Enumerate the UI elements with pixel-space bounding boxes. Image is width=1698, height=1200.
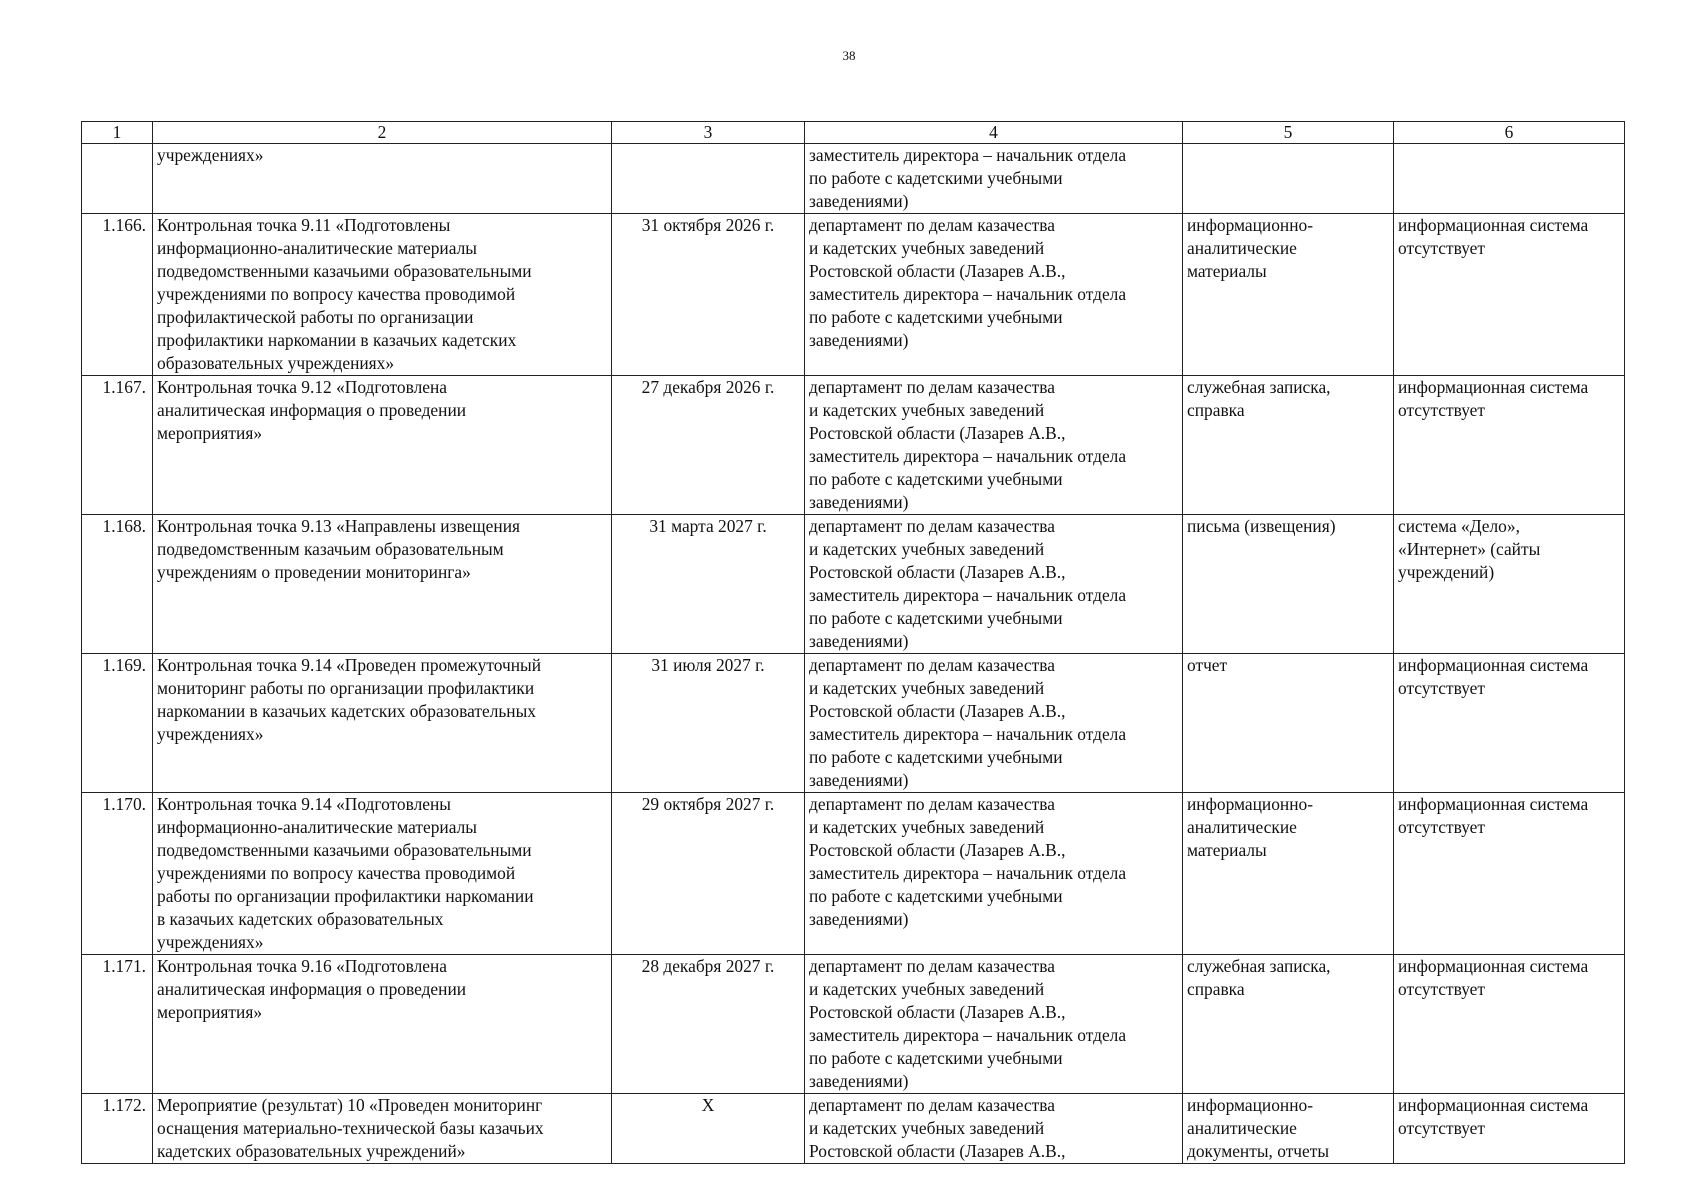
responsible-cell-line: по работе с кадетскими учебными [809,168,1063,188]
information-system-cell-line: отсутствует [1398,678,1485,698]
responsible-cell-line: заведениями) [809,909,909,929]
activity-cell-line: наркомании в казачьих кадетских образовательных [157,701,536,721]
responsible-cell [805,1094,1183,1164]
activity-cell [153,376,612,515]
responsible-cell-line: по работе с кадетскими учебными [809,608,1063,628]
document-type-cell [1183,793,1394,955]
responsible-cell-line: по работе с кадетскими учебными [809,886,1063,906]
responsible-cell-line: департамент по делам казачества [809,377,1055,397]
information-system-cell-line: информационная система [1398,794,1589,814]
document-type-cell-line: служебная записка, [1187,956,1331,976]
information-system-cell-line: отсутствует [1398,817,1485,837]
responsible-cell-line: и кадетских учебных заведений [809,539,1045,559]
responsible-cell-line: департамент по делам казачества [809,956,1055,976]
responsible-cell-line: Ростовской области (Лазарев А.В., [809,261,1066,281]
responsible-cell-line: Ростовской области (Лазарев А.В., [809,423,1066,443]
responsible-cell-line: департамент по делам казачества [809,516,1055,536]
activity-cell-line: учреждениях» [157,724,264,744]
deadline-cell: 31 июля 2027 г. [612,654,805,793]
activity-cell-line: информационно-аналитические материалы [157,817,477,837]
row-number-cell: 1.166. [82,214,153,376]
activity-cell-line: Контрольная точка 9.13 «Направлены извещения [157,516,520,536]
responsible-cell-line: Ростовской области (Лазарев А.В., [809,840,1066,860]
activity-cell [153,214,612,376]
information-system-cell [1394,1094,1625,1164]
information-system-cell-line: отсутствует [1398,400,1485,420]
activity-cell [153,654,612,793]
responsible-cell [805,955,1183,1094]
information-system-cell [1394,376,1625,515]
table-row [82,515,1625,654]
activity-cell-line: Контрольная точка 9.14 «Подготовлены [157,794,451,814]
responsible-cell-line: заместитель директора – начальник отдела [809,863,1127,883]
activity-cell-line: Контрольная точка 9.14 «Проведен промежуточный [157,655,542,675]
activity-cell-line: Контрольная точка 9.12 «Подготовлена [157,377,448,397]
information-system-cell-line: отсутствует [1398,1118,1485,1138]
responsible-cell-line: Ростовской области (Лазарев А.В., [809,562,1066,582]
responsible-cell-line: заместитель директора – начальник отдела [809,145,1127,165]
document-type-cell [1183,515,1394,654]
document-type-cell-line: служебная записка, [1187,377,1331,397]
activity-cell-line: оснащения материально-технической базы казачьих [157,1118,544,1138]
information-system-cell-line: отсутствует [1398,238,1485,258]
activity-cell [153,793,612,955]
responsible-cell-line: заведениями) [809,492,909,512]
document-type-cell-line: материалы [1187,840,1267,860]
information-system-cell-line: информационная система [1398,1095,1589,1115]
deadline-cell: 29 октября 2027 г. [612,793,805,955]
document-type-cell-line: справка [1187,400,1245,420]
information-system-cell [1394,214,1625,376]
responsible-cell-line: и кадетских учебных заведений [809,979,1045,999]
activity-cell-line: профилактики наркомании в казачьих кадетских [157,330,517,350]
column-header: 5 [1183,122,1394,144]
activity-cell-line: мероприятия» [157,1002,263,1022]
activity-cell-line: подведомственными казачьими образовательными [157,261,532,281]
activity-cell-line: учреждениях» [157,932,264,952]
responsible-cell-line: по работе с кадетскими учебными [809,307,1063,327]
responsible-cell-line: Ростовской области (Лазарев А.В., [809,701,1066,721]
information-system-cell-line: информационная система [1398,215,1589,235]
information-system-cell-line: «Интернет» (сайты [1398,539,1541,559]
row-number-cell [82,144,153,214]
column-header: 6 [1394,122,1625,144]
row-number-cell: 1.168. [82,515,153,654]
responsible-cell-line: заведениями) [809,1071,909,1091]
responsible-cell-line: по работе с кадетскими учебными [809,1048,1063,1068]
activity-cell-line: в казачьих кадетских образовательных [157,909,444,929]
deadline-cell: 28 декабря 2027 г. [612,955,805,1094]
document-type-cell-line: аналитические [1187,817,1297,837]
activity-cell [153,144,612,214]
activity-cell-line: информационно-аналитические материалы [157,238,477,258]
responsible-cell-line: по работе с кадетскими учебными [809,747,1063,767]
activity-cell-line: учреждениях» [157,145,264,165]
information-system-cell-line: отсутствует [1398,979,1485,999]
document-type-cell-line: аналитические [1187,1118,1297,1138]
activity-cell-line: работы по организации профилактики наркомании [157,886,534,906]
activity-cell-line: учреждениям о проведении мониторинга» [157,562,471,582]
information-system-cell-line: информационная система [1398,956,1589,976]
table-row [82,793,1625,955]
information-system-cell [1394,793,1625,955]
responsible-cell-line: заведениями) [809,631,909,651]
responsible-cell-line: департамент по делам казачества [809,215,1055,235]
responsible-cell-line: и кадетских учебных заведений [809,400,1045,420]
responsible-cell-line: заведениями) [809,191,909,211]
information-system-cell [1394,654,1625,793]
row-number-cell: 1.172. [82,1094,153,1164]
responsible-cell-line: и кадетских учебных заведений [809,1118,1045,1138]
responsible-cell-line: департамент по делам казачества [809,655,1055,675]
responsible-cell-line: департамент по делам казачества [809,1095,1055,1115]
deadline-cell: 27 декабря 2026 г. [612,376,805,515]
activity-cell-line: Контрольная точка 9.11 «Подготовлены [157,215,451,235]
responsible-cell-line: и кадетских учебных заведений [809,817,1045,837]
activity-cell-line: аналитическая информация о проведении [157,979,467,999]
activity-cell-line: Контрольная точка 9.16 «Подготовлена [157,956,448,976]
responsible-cell-line: и кадетских учебных заведений [809,678,1045,698]
page-number: 38 [842,48,856,63]
row-number-cell: 1.171. [82,955,153,1094]
information-system-cell [1394,515,1625,654]
information-system-cell-line: учреждений) [1398,562,1495,582]
document-type-cell [1183,214,1394,376]
responsible-cell-line: по работе с кадетскими учебными [809,469,1063,489]
deadline-cell: 31 октября 2026 г. [612,214,805,376]
activity-cell-line: аналитическая информация о проведении [157,400,467,420]
responsible-cell-line: заместитель директора – начальник отдела [809,724,1127,744]
table-row [82,955,1625,1094]
row-number-cell: 1.170. [82,793,153,955]
activity-cell-line: профилактической работы по организации [157,307,474,327]
responsible-cell-line: заведениями) [809,330,909,350]
responsible-cell [805,144,1183,214]
document-type-cell [1183,654,1394,793]
responsible-cell [805,214,1183,376]
activity-cell-line: Мероприятие (результат) 10 «Проведен мониторинг [157,1095,543,1115]
document-type-cell [1183,1094,1394,1164]
table-row [82,144,1625,214]
row-number-cell: 1.167. [82,376,153,515]
document-type-cell-line: информационно- [1187,215,1314,235]
activity-cell-line: учреждениями по вопросу качества проводимой [157,863,516,883]
activity-cell-line: кадетских образовательных учреждений» [157,1141,466,1161]
information-system-cell-line: информационная система [1398,377,1589,397]
activity-cell-line: мониторинг работы по организации профилактики [157,678,535,698]
column-number-row [82,122,1625,144]
document-type-cell-line: отчет [1187,655,1228,675]
information-system-cell [1394,955,1625,1094]
responsible-cell [805,654,1183,793]
document-type-cell-line: справка [1187,979,1245,999]
table-row [82,654,1625,793]
table-row [82,376,1625,515]
responsible-cell-line: Ростовской области (Лазарев А.В., [809,1141,1066,1161]
information-system-cell-line: информационная система [1398,655,1589,675]
activity-cell-line: подведомственным казачьим образовательным [157,539,504,559]
deadline-cell: 31 марта 2027 г. [612,515,805,654]
responsible-cell-line: заместитель директора – начальник отдела [809,284,1127,304]
responsible-cell-line: заместитель директора – начальник отдела [809,1025,1127,1045]
activity-cell [153,955,612,1094]
activity-cell-line: подведомственными казачьими образовательными [157,840,532,860]
document-type-cell-line: документы, отчеты [1187,1141,1330,1161]
document-type-cell-line: аналитические [1187,238,1297,258]
deadline-cell: Х [612,1094,805,1164]
deadline-cell [612,144,805,214]
activity-cell-line: учреждениями по вопросу качества проводимой [157,284,516,304]
responsible-cell-line: и кадетских учебных заведений [809,238,1045,258]
responsible-cell-line: Ростовской области (Лазарев А.В., [809,1002,1066,1022]
document-type-cell-line: информационно- [1187,794,1314,814]
column-header: 2 [153,122,612,144]
document-type-cell [1183,144,1394,214]
responsible-cell [805,376,1183,515]
row-number-cell: 1.169. [82,654,153,793]
column-header: 1 [82,122,153,144]
responsible-cell [805,793,1183,955]
document-type-cell [1183,376,1394,515]
responsible-cell-line: заведениями) [809,770,909,790]
activity-cell-line: образовательных учреждениях» [157,353,395,373]
table-row [82,1094,1625,1164]
responsible-cell [805,515,1183,654]
column-header: 4 [805,122,1183,144]
document-type-cell-line: письма (извещения) [1187,516,1336,536]
information-system-cell [1394,144,1625,214]
plan-table [81,121,1625,1164]
information-system-cell-line: система «Дело», [1398,516,1520,536]
document-type-cell-line: информационно- [1187,1095,1314,1115]
responsible-cell-line: департамент по делам казачества [809,794,1055,814]
activity-cell-line: мероприятия» [157,423,263,443]
activity-cell [153,515,612,654]
document-type-cell [1183,955,1394,1094]
column-header: 3 [612,122,805,144]
table-row [82,214,1625,376]
activity-cell [153,1094,612,1164]
document-type-cell-line: материалы [1187,261,1267,281]
responsible-cell-line: заместитель директора – начальник отдела [809,446,1127,466]
responsible-cell-line: заместитель директора – начальник отдела [809,585,1127,605]
